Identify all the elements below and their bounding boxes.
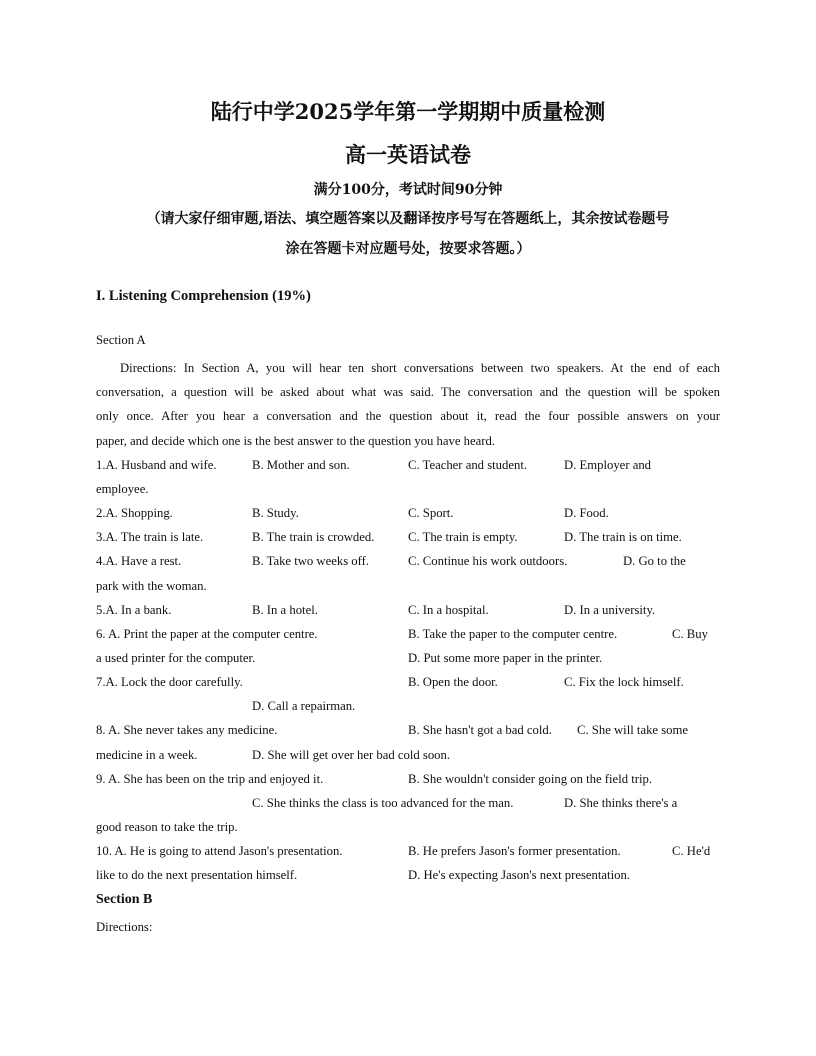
- instruction-line-1: （请大家仔细审题,语法、填空题答案以及翻译按序号写在答题纸上，其余按试卷题号: [146, 211, 670, 227]
- q9-option-d-cont: good reason to take the trip.: [96, 820, 238, 834]
- school-title: 陆行中学2025学年第一学期期中质量检测: [210, 99, 606, 124]
- q8-option-c: C. She will take some: [577, 723, 689, 737]
- q7-option-d: D. Call a repairman.: [252, 699, 356, 713]
- directions-line: conversation, a question will be asked about what was said. The conversation and the question will be spoken: [96, 385, 720, 399]
- q3-option-d: D. The train is on time.: [564, 530, 682, 544]
- q8-option-a: 8. A. She never takes any medicine.: [96, 723, 278, 737]
- q10-option-d: D. He's expecting Jason's next presentation.: [408, 868, 630, 882]
- q10-option-a: 10. A. He is going to attend Jason's presentation.: [96, 844, 343, 858]
- section-b-directions: Directions:: [96, 920, 153, 934]
- q8-option-d: D. She will get over her bad cold soon.: [252, 748, 451, 762]
- q5-option-d: D. In a university.: [564, 603, 656, 617]
- directions-line: only once. After you hear a conversation and the question about it, read the four possible answers on your: [96, 409, 720, 423]
- q3-option-c: C. The train is empty.: [408, 530, 518, 544]
- q9-option-b: B. She wouldn't consider going on the field trip.: [408, 772, 653, 786]
- q6-option-c-cont: a used printer for the computer.: [96, 651, 256, 665]
- q1-option-a: 1.A. Husband and wife.: [96, 458, 217, 472]
- q10-option-b: B. He prefers Jason's former presentation.: [408, 844, 621, 858]
- q4-option-c: C. Continue his work outdoors.: [408, 554, 568, 568]
- section-b-label: Section B: [96, 892, 153, 907]
- q10-option-c: C. He'd: [672, 844, 711, 858]
- q5-option-a: 5.A. In a bank.: [96, 603, 172, 617]
- q2-option-a: 2.A. Shopping.: [96, 506, 173, 520]
- q1-option-d: D. Employer and: [564, 458, 652, 472]
- q6-option-d: D. Put some more paper in the printer.: [408, 651, 603, 665]
- q10-option-c-cont: like to do the next presentation himself.: [96, 868, 298, 882]
- section-a-label: Section A: [96, 333, 146, 347]
- q8-option-b: B. She hasn't got a bad cold.: [408, 723, 552, 737]
- q9-option-a: 9. A. She has been on the trip and enjoyed it.: [96, 772, 324, 786]
- q2-option-d: D. Food.: [564, 506, 609, 520]
- q2-option-b: B. Study.: [252, 506, 299, 520]
- q7-option-c: C. Fix the lock himself.: [564, 675, 684, 689]
- score-time: 满分100分，考试时间90分钟: [313, 182, 503, 198]
- part-heading: I. Listening Comprehension (19%): [96, 288, 311, 304]
- q4-option-b: B. Take two weeks off.: [252, 554, 370, 568]
- directions-line: paper, and decide which one is the best answer to the question you have heard.: [96, 434, 496, 448]
- q9-option-c: C. She thinks the class is too advanced for the man.: [252, 796, 514, 810]
- q8-option-c-cont: medicine in a week.: [96, 748, 198, 762]
- q2-option-c: C. Sport.: [408, 506, 454, 520]
- instruction-line-2: 涂在答题卡对应题号处，按要求答题。）: [285, 241, 531, 257]
- q6-option-c: C. Buy: [672, 627, 708, 641]
- q3-option-a: 3.A. The train is late.: [96, 530, 204, 544]
- q4-option-d: D. Go to the: [623, 554, 686, 568]
- q5-option-c: C. In a hospital.: [408, 603, 489, 617]
- q7-option-b: B. Open the door.: [408, 675, 498, 689]
- q4-option-a: 4.A. Have a rest.: [96, 554, 182, 568]
- q9-option-d: D. She thinks there's a: [564, 796, 678, 810]
- q3-option-b: B. The train is crowded.: [252, 530, 375, 544]
- q7-option-a: 7.A. Lock the door carefully.: [96, 675, 243, 689]
- q6-option-b: B. Take the paper to the computer centre.: [408, 627, 618, 641]
- q1-option-c: C. Teacher and student.: [408, 458, 528, 472]
- directions-line: Directions: In Section A, you will hear ten short conversations between two speakers. At the end of each: [120, 361, 720, 375]
- q4-option-d-cont: park with the woman.: [96, 579, 207, 593]
- q6-option-a: 6. A. Print the paper at the computer centre.: [96, 627, 318, 641]
- q1-option-b: B. Mother and son.: [252, 458, 350, 472]
- q5-option-b: B. In a hotel.: [252, 603, 318, 617]
- subject-title: 高一英语试卷: [345, 142, 471, 167]
- q1-option-d-cont: employee.: [96, 482, 149, 496]
